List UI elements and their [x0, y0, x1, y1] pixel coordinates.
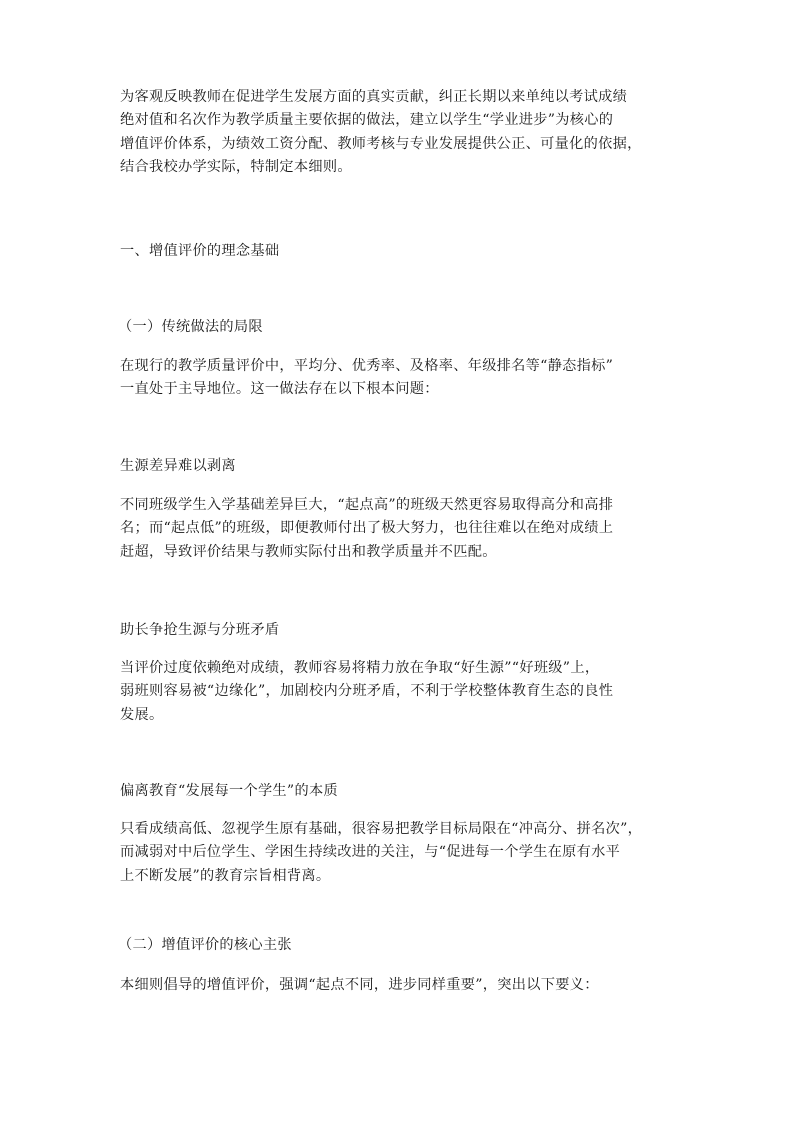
section-1-heading: 一、增值评价的理念基础: [120, 243, 280, 259]
problem-1-title: 生源差异难以剥离: [120, 458, 236, 474]
problem-2-paragraph: [120, 657, 674, 727]
intro-line-2: 绝对值和名次作为教学质量主要依据的做法，建立以学生“学业进步”为核心的: [120, 112, 614, 129]
subsection-1-intro: [120, 355, 674, 402]
problem-3-title: 偏离教育“发展每一个学生”的本质: [120, 783, 338, 799]
intro-paragraph: [120, 86, 674, 179]
subsection-1-intro-line-2: 一直处于主导地位。这一做法存在以下根本问题：: [120, 381, 439, 398]
problem-3-paragraph: [120, 818, 674, 888]
problem-3-line-2: 而减弱对中后位学生、学困生持续改进的关注，与“促进每一个学生在原有水平: [120, 844, 621, 861]
subsection-1-intro-line-1: 在现行的教学质量评价中，平均分、优秀率、及格率、年级排名等“静态指标”: [120, 358, 614, 374]
intro-line-4: 结合我校办学实际，特制定本细则。: [120, 158, 352, 175]
subsection-2-heading: （二）增值评价的核心主张: [118, 937, 292, 953]
intro-line-3: 增值评价体系，为绩效工资分配、教师考核与专业发展提供公正、可量化的依据，: [120, 135, 642, 152]
problem-1-line-1: 不同班级学生入学基础差异巨大，“起点高”的班级天然更容易取得高分和高排: [120, 497, 614, 513]
problem-1-line-2: 名；而“起点低”的班级，即便教师付出了极大努力，也往往难以在绝对成绩上: [120, 520, 614, 537]
subsection-2-intro: [120, 974, 674, 997]
problem-3-line-1: 只看成绩高低、忽视学生原有基础，很容易把教学目标局限在“冲高分、拼名次”，: [120, 821, 643, 837]
problem-2-title: 助长争抢生源与分班矛盾: [120, 622, 280, 638]
problem-1-paragraph: [120, 494, 674, 564]
intro-line-1: 为客观反映教师在促进学生发展方面的真实贡献，纠正长期以来单纯以考试成绩: [120, 89, 628, 105]
subsection-2-intro-line-1: 本细则倡导的增值评价，强调“起点不同，进步同样重要”，突出以下要义：: [120, 977, 599, 993]
subsection-1-heading: （一）传统做法的局限: [118, 319, 263, 335]
problem-2-line-3: 发展。: [120, 706, 164, 723]
problem-2-line-2: 弱班则容易被“边缘化”，加剧校内分班矛盾，不利于学校整体教育生态的良性: [120, 683, 614, 700]
problem-1-line-3: 赶超，导致评价结果与教师实际付出和教学质量并不匹配。: [120, 543, 497, 560]
problem-2-line-1: 当评价过度依赖绝对成绩，教师容易将精力放在争取“好生源”“好班级”上，: [120, 660, 600, 676]
problem-3-line-3: 上不断发展”的教育宗旨相背离。: [120, 867, 331, 884]
